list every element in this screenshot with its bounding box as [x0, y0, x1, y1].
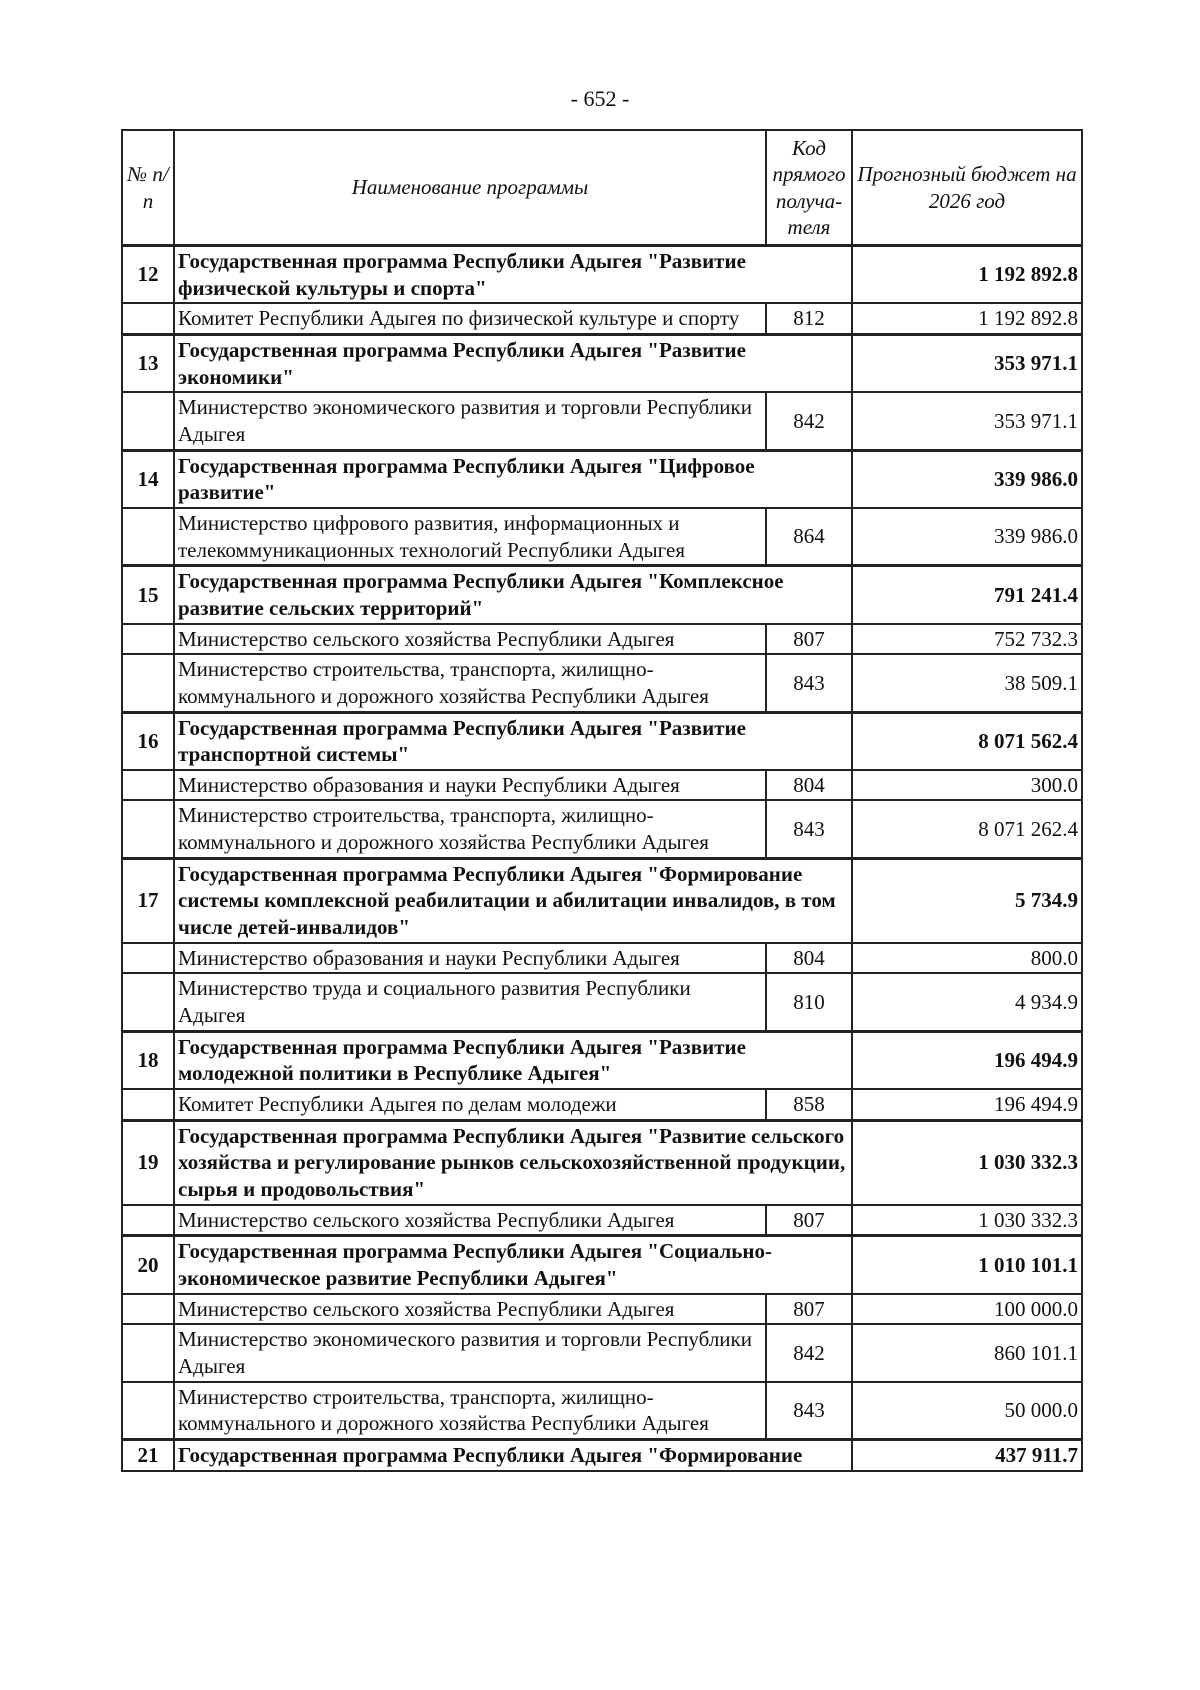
row-number: [122, 508, 174, 566]
program-row: [122, 246, 1082, 304]
recipient-name: Министерство строительства, транспорта, жилищно-коммунального и дорожного хозяйства Республики Адыгея: [174, 800, 766, 858]
program-name: Государственная программа Республики Адыгея "Цифровое развитие": [174, 450, 852, 508]
recipient-code: 804: [766, 943, 852, 974]
program-row: [122, 566, 1082, 624]
row-number: 14: [122, 450, 174, 508]
budget-value: 1 030 332.3: [852, 1205, 1082, 1236]
recipient-row: [122, 508, 1082, 566]
budget-value: 339 986.0: [852, 450, 1082, 508]
recipient-row: [122, 973, 1082, 1031]
row-number: 12: [122, 246, 174, 304]
recipient-name: Министерство цифрового развития, информационных и телекоммуникационных технологий Республики Адыгея: [174, 508, 766, 566]
budget-value: 50 000.0: [852, 1382, 1082, 1440]
recipient-code: 843: [766, 654, 852, 712]
recipient-name: Министерство труда и социального развития Республики Адыгея: [174, 973, 766, 1031]
recipient-name: Министерство строительства, транспорта, жилищно-коммунального и дорожного хозяйства Республики Адыгея: [174, 1382, 766, 1440]
recipient-code: 810: [766, 973, 852, 1031]
recipient-name: Министерство сельского хозяйства Республики Адыгея: [174, 1205, 766, 1236]
row-number: [122, 1382, 174, 1440]
recipient-name: Комитет Республики Адыгея по физической культуре и спорту: [174, 303, 766, 334]
row-number: [122, 303, 174, 334]
budget-value: 339 986.0: [852, 508, 1082, 566]
budget-value: 752 732.3: [852, 624, 1082, 655]
program-row: [122, 1236, 1082, 1294]
budget-value: 1 192 892.8: [852, 303, 1082, 334]
budget-value: 791 241.4: [852, 566, 1082, 624]
program-row: [122, 712, 1082, 770]
row-number: [122, 654, 174, 712]
recipient-code: 807: [766, 624, 852, 655]
budget-value: 353 971.1: [852, 334, 1082, 392]
program-name: Государственная программа Республики Адыгея "Развитие сельского хозяйства и регулирование рынков сельскохозяйственной продукции, сырья и продовольствия": [174, 1120, 852, 1204]
row-number: [122, 770, 174, 801]
program-name: Государственная программа Республики Адыгея "Развитие транспортной системы": [174, 712, 852, 770]
recipient-code: 807: [766, 1205, 852, 1236]
budget-value: 860 101.1: [852, 1324, 1082, 1381]
recipient-row: [122, 1382, 1082, 1440]
row-number: 18: [122, 1031, 174, 1089]
program-name: Государственная программа Республики Адыгея "Формирование системы комплексной реабилитации и абилитации инвалидов, в том числе детей-инвалидов": [174, 858, 852, 942]
row-number: [122, 1324, 174, 1381]
recipient-code: 807: [766, 1294, 852, 1325]
row-number: [122, 1205, 174, 1236]
program-row: [122, 1120, 1082, 1204]
header-budget: Прогнозный бюджет на 2026 год: [852, 130, 1082, 246]
budget-value: 8 071 562.4: [852, 712, 1082, 770]
recipient-row: [122, 624, 1082, 655]
recipient-name: Министерство образования и науки Республики Адыгея: [174, 943, 766, 974]
header-num: № п/п: [122, 130, 174, 246]
page-number: - 652 -: [570, 86, 630, 111]
row-number: [122, 973, 174, 1031]
recipient-code: 843: [766, 1382, 852, 1440]
program-row: [122, 858, 1082, 942]
row-number: 15: [122, 566, 174, 624]
recipient-name: Министерство сельского хозяйства Республики Адыгея: [174, 1294, 766, 1325]
row-number: 21: [122, 1439, 174, 1470]
budget-value: 437 911.7: [852, 1439, 1082, 1470]
recipient-name: Комитет Республики Адыгея по делам молодежи: [174, 1089, 766, 1120]
recipient-row: [122, 1205, 1082, 1236]
row-number: 13: [122, 334, 174, 392]
budget-value: 38 509.1: [852, 654, 1082, 712]
recipient-code: 842: [766, 1324, 852, 1381]
row-number: [122, 943, 174, 974]
budget-value: 100 000.0: [852, 1294, 1082, 1325]
recipient-name: Министерство образования и науки Республики Адыгея: [174, 770, 766, 801]
recipient-code: 804: [766, 770, 852, 801]
program-name: Государственная программа Республики Адыгея "Комплексное развитие сельских территорий": [174, 566, 852, 624]
program-name: Государственная программа Республики Адыгея "Развитие экономики": [174, 334, 852, 392]
program-name: Государственная программа Республики Адыгея "Развитие молодежной политики в Республике Адыгея": [174, 1031, 852, 1089]
table-body: [122, 246, 1082, 1471]
recipient-row: [122, 654, 1082, 712]
recipient-row: [122, 800, 1082, 858]
header-code: Код прямого получа-теля: [766, 130, 852, 246]
row-number: [122, 624, 174, 655]
recipient-row: [122, 1089, 1082, 1120]
header-name: Наименование программы: [174, 130, 766, 246]
recipient-row: [122, 1294, 1082, 1325]
recipient-name: Министерство сельского хозяйства Республики Адыгея: [174, 624, 766, 655]
budget-value: 353 971.1: [852, 392, 1082, 450]
recipient-row: [122, 1324, 1082, 1381]
budget-value: 8 071 262.4: [852, 800, 1082, 858]
recipient-row: [122, 392, 1082, 450]
recipient-code: 858: [766, 1089, 852, 1120]
budget-value: 196 494.9: [852, 1031, 1082, 1089]
budget-value: 300.0: [852, 770, 1082, 801]
program-row: [122, 1031, 1082, 1089]
row-number: [122, 800, 174, 858]
budget-value: 1 192 892.8: [852, 246, 1082, 304]
table-header-row: [122, 130, 1082, 246]
row-number: [122, 1089, 174, 1120]
recipient-name: Министерство экономического развития и торговли Республики Адыгея: [174, 392, 766, 450]
program-row: [122, 450, 1082, 508]
row-number: [122, 1294, 174, 1325]
budget-table: [121, 129, 1083, 1472]
program-row: [122, 1439, 1082, 1470]
recipient-name: Министерство строительства, транспорта, жилищно-коммунального и дорожного хозяйства Республики Адыгея: [174, 654, 766, 712]
program-row: [122, 334, 1082, 392]
budget-value: 1 010 101.1: [852, 1236, 1082, 1294]
program-name: Государственная программа Республики Адыгея "Социально-экономическое развитие Республики Адыгея": [174, 1236, 852, 1294]
budget-value: 1 030 332.3: [852, 1120, 1082, 1204]
budget-value: 5 734.9: [852, 858, 1082, 942]
program-name: Государственная программа Республики Адыгея "Формирование: [174, 1439, 852, 1470]
budget-value: 196 494.9: [852, 1089, 1082, 1120]
budget-value: 4 934.9: [852, 973, 1082, 1031]
budget-value: 800.0: [852, 943, 1082, 974]
program-name: Государственная программа Республики Адыгея "Развитие физической культуры и спорта": [174, 246, 852, 304]
row-number: 19: [122, 1120, 174, 1204]
recipient-row: [122, 943, 1082, 974]
recipient-code: 843: [766, 800, 852, 858]
recipient-row: [122, 303, 1082, 334]
recipient-name: Министерство экономического развития и торговли Республики Адыгея: [174, 1324, 766, 1381]
recipient-code: 864: [766, 508, 852, 566]
row-number: 16: [122, 712, 174, 770]
row-number: 17: [122, 858, 174, 942]
row-number: [122, 392, 174, 450]
recipient-row: [122, 770, 1082, 801]
row-number: 20: [122, 1236, 174, 1294]
recipient-code: 812: [766, 303, 852, 334]
recipient-code: 842: [766, 392, 852, 450]
